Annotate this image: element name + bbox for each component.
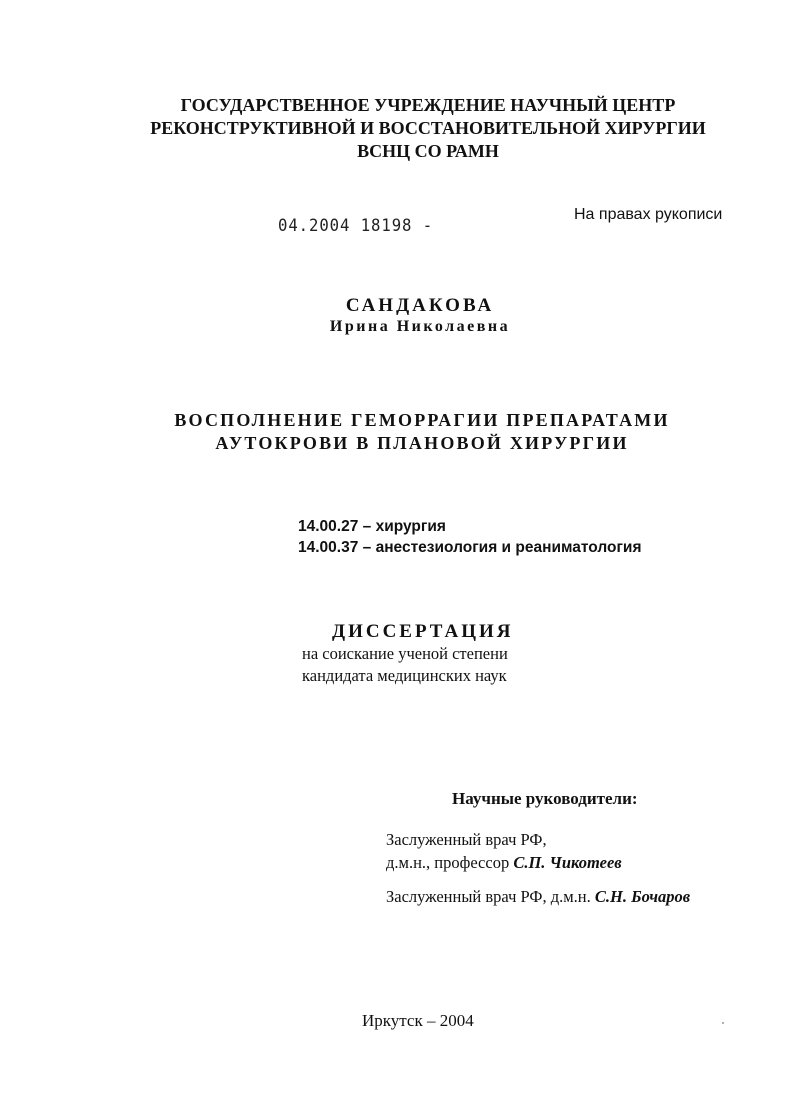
author-given-names: Ирина Николаевна (329, 318, 511, 335)
title-line-1: ВОСПОЛНЕНИЕ ГЕМОРРАГИИ ПРЕПАРАТАМИ (174, 410, 670, 430)
supervisor-first-degree (386, 851, 622, 874)
institution-line-1: ГОСУДАРСТВЕННОЕ УЧРЕЖДЕНИЕ НАУЧНЫЙ ЦЕНТР (180, 95, 676, 115)
specialties-list (298, 516, 641, 558)
scan-speck (722, 1022, 724, 1024)
degree-description (302, 643, 508, 687)
author-surname: САНДАКОВА (345, 295, 495, 316)
title-line-2: АУТОКРОВИ В ПЛАНОВОЙ ХИРУРГИИ (215, 433, 629, 453)
rights-note: На правах рукописи (574, 206, 723, 223)
supervisors-heading: Научные руководители: (452, 789, 638, 808)
dissertation-title (24, 409, 796, 455)
supervisor-second (386, 887, 690, 907)
supervisor-first-title: Заслуженный врач РФ, (386, 830, 547, 849)
city-year: Иркутск – 2004 (362, 1011, 474, 1030)
institution-line-2: РЕКОНСТРУКТИВНОЙ И ВОССТАНОВИТЕЛЬНОЙ ХИРУРГИИ (150, 118, 706, 138)
institution-line-3: ВСНЦ СО РАМН (357, 141, 499, 161)
supervisor-first-prefix: д.м.н., профессор (386, 853, 514, 872)
institution-header (30, 94, 796, 163)
specialty-item: 14.00.37 – анестезиология и реаниматология (298, 539, 642, 556)
supervisor-second-line (386, 887, 690, 907)
dissertation-heading: ДИССЕРТАЦИЯ (332, 621, 514, 642)
supervisor-second-name: С.Н. Бочаров (594, 887, 691, 906)
supervisor-second-prefix: Заслуженный врач РФ, д.м.н. (386, 887, 595, 906)
degree-line-1: на соискание ученой степени (302, 644, 508, 663)
supervisor-first-name: С.П. Чикотеев (513, 853, 622, 872)
degree-line-2: кандидата медицинских наук (302, 666, 507, 685)
supervisor-first (386, 828, 622, 874)
registration-stamp: 04.2004 18198 - (278, 216, 434, 236)
specialty-item: 14.00.27 – хирургия (298, 518, 446, 535)
